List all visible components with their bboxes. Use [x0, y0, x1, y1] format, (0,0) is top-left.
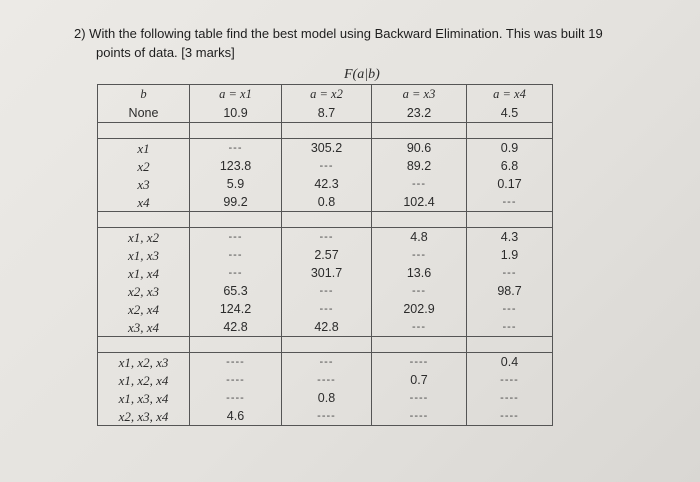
table-cell: ---: [372, 282, 467, 300]
table-cell: 42.8: [282, 318, 372, 337]
table-cell: ---: [372, 246, 467, 264]
table-row: [98, 157, 553, 175]
column-header-label: a = x1: [219, 87, 252, 101]
table-cell: ---: [467, 318, 553, 337]
empty-cell: [190, 337, 282, 353]
table-cell: ----: [190, 389, 282, 407]
table-cell: ---: [282, 300, 372, 318]
empty-cell: [98, 212, 190, 228]
table-cell: ---: [190, 228, 282, 247]
spacer-row: [98, 212, 553, 228]
table-cell: 0.7: [372, 371, 467, 389]
table-cell: ---: [467, 264, 553, 282]
table-cell: 0.17: [467, 175, 553, 193]
table-row: [98, 282, 553, 300]
empty-cell: [372, 123, 467, 139]
column-header-label: a = x4: [493, 87, 526, 101]
table-cell: ---: [190, 139, 282, 158]
table-cell: 102.4: [372, 193, 467, 212]
empty-cell: [282, 337, 372, 353]
table-cell: 99.2: [190, 193, 282, 212]
column-header-label: a = x2: [310, 87, 343, 101]
column-header-row: [98, 85, 553, 105]
table-cell: ----: [372, 407, 467, 426]
empty-cell: [372, 337, 467, 353]
table-cell: 123.8: [190, 157, 282, 175]
table-cell: 301.7: [282, 264, 372, 282]
empty-cell: [282, 123, 372, 139]
column-header-label: b: [140, 87, 147, 101]
table-cell: ---: [372, 175, 467, 193]
table-cell: 0.8: [282, 389, 372, 407]
table-cell: ---: [467, 300, 553, 318]
row-label: x1, x3: [98, 246, 190, 264]
table-row: [98, 371, 553, 389]
table-cell: ----: [282, 371, 372, 389]
row-label: x2, x3: [98, 282, 190, 300]
empty-cell: [190, 123, 282, 139]
empty-cell: [467, 337, 553, 353]
table-cell: ---: [467, 193, 553, 212]
table-row: [98, 228, 553, 247]
f-a-given-b-header: F(a|b): [344, 67, 380, 82]
table-cell: 98.7: [467, 282, 553, 300]
empty-cell: [372, 212, 467, 228]
table-cell: 5.9: [190, 175, 282, 193]
row-label: x1, x2, x3: [98, 353, 190, 372]
empty-cell: [282, 212, 372, 228]
table-cell: 0.4: [467, 353, 553, 372]
table-cell: 0.9: [467, 139, 553, 158]
empty-cell: [98, 337, 190, 353]
table-row: [98, 300, 553, 318]
table-cell: ----: [467, 371, 553, 389]
table-row: [98, 407, 553, 426]
empty-cell: [467, 212, 553, 228]
table-cell: ---: [190, 246, 282, 264]
table-row: [98, 139, 553, 158]
table-row: [98, 264, 553, 282]
question-line-2: points of data. [3 marks]: [96, 45, 235, 60]
column-header: [98, 85, 190, 105]
table-row: [98, 246, 553, 264]
empty-cell: [190, 212, 282, 228]
table-cell: ----: [190, 353, 282, 372]
column-header: [372, 85, 467, 105]
row-label: x1, x3, x4: [98, 389, 190, 407]
row-label: x1, x2, x4: [98, 371, 190, 389]
column-header: [190, 85, 282, 105]
column-header-label: a = x3: [402, 87, 436, 101]
row-label: x2, x4: [98, 300, 190, 318]
empty-cell: [467, 123, 553, 139]
table-cell: 4.3: [467, 228, 553, 247]
row-label: x1, x2: [98, 228, 190, 247]
question-text: [74, 24, 674, 62]
table-row: [98, 389, 553, 407]
table-row: [98, 353, 553, 372]
table-cell: 124.2: [190, 300, 282, 318]
table-cell: 4.8: [372, 228, 467, 247]
table-cell: 65.3: [190, 282, 282, 300]
spacer-row: [98, 337, 553, 353]
table-cell: 23.2: [372, 104, 467, 123]
table-cell: ----: [467, 389, 553, 407]
column-header: [467, 85, 553, 105]
table-cell: 1.9: [467, 246, 553, 264]
table-cell: ---: [282, 282, 372, 300]
table-cell: ----: [190, 371, 282, 389]
table-cell: 89.2: [372, 157, 467, 175]
row-label: x2: [98, 157, 190, 175]
table-cell: ---: [190, 264, 282, 282]
table-cell: 4.6: [190, 407, 282, 426]
table-cell: 6.8: [467, 157, 553, 175]
table-cell: ----: [282, 407, 372, 426]
table-cell: 42.3: [282, 175, 372, 193]
f-statistic-table: [97, 84, 553, 426]
table-cell: 305.2: [282, 139, 372, 158]
row-label: x1: [98, 139, 190, 158]
table-cell: 10.9: [190, 104, 282, 123]
table-cell: 2.57: [282, 246, 372, 264]
table-cell: 42.8: [190, 318, 282, 337]
table-row: [98, 193, 553, 212]
table-cell: 13.6: [372, 264, 467, 282]
table-cell: ----: [372, 353, 467, 372]
table-cell: ---: [282, 157, 372, 175]
table-row: [98, 318, 553, 337]
row-label: x2, x3, x4: [98, 407, 190, 426]
table-cell: 0.8: [282, 193, 372, 212]
table-cell: 4.5: [467, 104, 553, 123]
empty-cell: [98, 123, 190, 139]
table-cell: 90.6: [372, 139, 467, 158]
row-label: x3, x4: [98, 318, 190, 337]
none-row: [98, 104, 553, 123]
table-row: [98, 175, 553, 193]
row-label: None: [98, 104, 190, 123]
spacer-row: [98, 123, 553, 139]
row-label: x3: [98, 175, 190, 193]
row-label: x4: [98, 193, 190, 212]
table-cell: ---: [282, 228, 372, 247]
table-cell: ----: [372, 389, 467, 407]
table-cell: 8.7: [282, 104, 372, 123]
column-header: [282, 85, 372, 105]
table-cell: ----: [467, 407, 553, 426]
row-label: x1, x4: [98, 264, 190, 282]
table-cell: ---: [372, 318, 467, 337]
table-cell: 202.9: [372, 300, 467, 318]
table-cell: ---: [282, 353, 372, 372]
question-line-1: 2) With the following table find the best model using Backward Elimination. This was built 19: [74, 26, 603, 41]
